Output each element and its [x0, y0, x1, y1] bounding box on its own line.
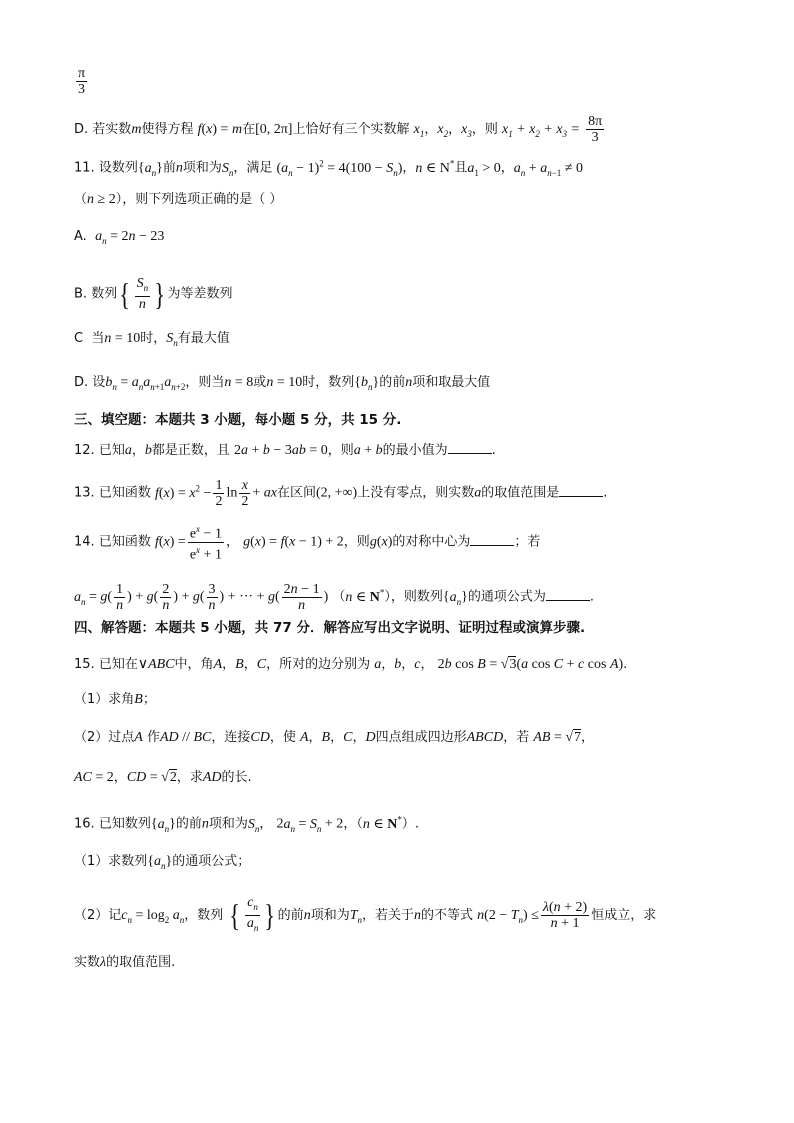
q16-stem [74, 809, 419, 838]
text: 的前 [277, 907, 304, 923]
text: 的前 [175, 816, 202, 832]
option-label: D. [74, 122, 89, 137]
q14-line1 [74, 522, 540, 562]
math: n = 10 [104, 331, 141, 346]
math: 2b cos B = √3(a cos C + c cos A) [437, 657, 624, 672]
answer-blank[interactable] [470, 533, 514, 546]
frac-den: n [208, 597, 216, 613]
text: ， [225, 534, 239, 550]
option-label: C [74, 331, 84, 346]
text: ，则 [471, 122, 498, 137]
math: n ∈ N* [415, 158, 455, 176]
math: n = 8 [224, 375, 254, 390]
q16-part2-line1 [74, 895, 656, 938]
text: ，求 [176, 770, 203, 785]
text: ， [420, 657, 434, 672]
question-number: 16. [74, 816, 95, 832]
text: 若实数 [92, 122, 132, 137]
frac-num: 2 [162, 581, 170, 597]
math: a + b [353, 443, 383, 458]
option-label: A. [74, 229, 87, 244]
text: 的取值范围是 [481, 485, 560, 501]
math: b [394, 657, 402, 672]
text: 四点组成四边形 [375, 730, 467, 745]
frac-num: λ(n + 2) [542, 899, 588, 915]
text: ），则数列 [384, 589, 443, 605]
math: a [374, 657, 382, 672]
math: (2, +∞) [315, 485, 358, 501]
answer-blank[interactable] [546, 588, 590, 601]
math: n ∈ N* [362, 814, 402, 832]
q11-option-a [74, 227, 164, 251]
option-label: D. [74, 375, 89, 390]
text: 前 [162, 160, 176, 176]
math: n [405, 375, 413, 390]
text: ，若 [503, 730, 530, 745]
frac [188, 522, 224, 562]
question-number: 13. [74, 485, 95, 501]
math: CD [250, 730, 270, 745]
text: 为等差数列 [167, 286, 233, 302]
text: （1）求数列 [74, 854, 148, 869]
math: ) + ··· + g( [219, 589, 280, 605]
frac [245, 895, 261, 936]
text: 的取值范围. [106, 955, 176, 970]
text: ，使 [269, 730, 296, 745]
section-heading-solutions: 四、解答题：本题共 5 小题，共 77 分．解答应写出文字说明、证明过程或演算步骤. [74, 620, 586, 636]
text: ， [581, 730, 595, 745]
math: { [229, 897, 241, 934]
text: 且 [454, 160, 468, 176]
text: 已知在 [98, 657, 138, 672]
math: n ∈ N* [345, 587, 385, 605]
math: $\{a_n\}$ [150, 816, 176, 834]
frac-den: $a_n$ [246, 915, 259, 933]
text: ，数列 [184, 907, 224, 923]
text: ，（ [343, 816, 363, 832]
math: n [303, 907, 311, 923]
text: ， [113, 770, 127, 785]
frac-num: 3 [208, 581, 216, 597]
math: $S_n$ [247, 816, 260, 834]
math: $T_n$ [349, 907, 362, 925]
frac-den: 2 [215, 493, 223, 509]
math: n = 10 [266, 375, 303, 390]
math: a [124, 443, 132, 458]
frac-den: n [116, 597, 124, 613]
text: . [623, 657, 628, 672]
math: g(x) [369, 534, 393, 550]
q11-option-d [74, 373, 490, 397]
text: 项和取最大值 [412, 375, 491, 390]
frac [207, 582, 218, 613]
text: 设数列 [98, 160, 138, 176]
math: (x) = m [201, 122, 243, 137]
math: $x_3$ [461, 122, 472, 139]
q16-part1 [74, 852, 250, 876]
frac [213, 478, 224, 509]
text: 使得方程 [141, 122, 194, 137]
math: ) + g( [127, 589, 159, 605]
q11-option-b [74, 276, 232, 312]
math: A [134, 730, 143, 745]
text: 项和为 [310, 907, 350, 923]
frac-den: n [162, 597, 170, 613]
q10-tail-den: 3 [78, 82, 86, 97]
frac [114, 582, 125, 613]
text: 都是正数，且 [151, 443, 230, 458]
math: $a_1 > 0$ [467, 160, 501, 178]
math: n [175, 160, 183, 176]
math: m [131, 122, 142, 137]
math: $\{a_n\}$ [442, 589, 468, 607]
text: （ [332, 589, 346, 605]
math: ABCD [466, 730, 504, 745]
math: C [343, 730, 353, 745]
math: AD [202, 770, 222, 785]
text: 上没有零点，则实数 [357, 485, 475, 501]
question-number: 15. [74, 657, 95, 672]
text: 已知函数 [98, 534, 151, 550]
text: 设 [92, 375, 106, 390]
text: ），则下列选项正确的是（ ） [115, 192, 283, 207]
math: C [256, 657, 267, 672]
text: ，则 [343, 534, 370, 550]
math: $f(x) = x^2$ − [154, 483, 212, 501]
frac-den: $e^x + 1$ [189, 544, 222, 563]
text: （ [74, 192, 88, 207]
q10-fraction-tail [74, 66, 89, 97]
text: （1）求角 [74, 692, 135, 707]
math: CD = √2 [126, 770, 177, 785]
q10-tail-fraction [76, 66, 87, 97]
option-label: B. [74, 286, 88, 302]
math: ln [226, 485, 238, 501]
text: ，所对的边分别为 [266, 657, 371, 672]
math: $a_n = g$( [74, 589, 113, 607]
math: + ax [252, 485, 277, 501]
text: ，则当 [185, 375, 225, 390]
question-number: 12. [74, 443, 95, 458]
math: } [264, 897, 276, 934]
text: 上恰好有三个实数解 [292, 122, 410, 137]
text: 已知函数 [98, 485, 151, 501]
text: ； [142, 692, 156, 707]
math: B [235, 657, 244, 672]
frac-num: $S_n$ [135, 276, 151, 297]
text: 的通项公式； [172, 854, 251, 869]
q10-d-fraction [586, 114, 604, 145]
text: 时，数列 [302, 375, 355, 390]
text: 的对称中心为 [392, 534, 471, 550]
math: $S_n$ [166, 331, 178, 348]
q15-stem: 15. 已知在∨ABC中，角A，B，C，所对的边分别为 a，b，c， 2b cos B = √3(a cos C + c cos A). [74, 657, 628, 672]
text: 在区间 [276, 485, 316, 501]
text: ， [259, 816, 273, 832]
text: 的前 [379, 375, 406, 390]
frac-den: 3 [591, 130, 599, 145]
text: 项和为 [208, 816, 248, 832]
text: 的不等式 [421, 907, 474, 923]
frac-den: n [298, 597, 306, 613]
math: { [119, 275, 131, 312]
math: AC = 2 [74, 770, 114, 785]
frac-num: x [239, 478, 250, 494]
math: ) [323, 589, 329, 605]
text: 当 [91, 331, 105, 346]
frac-num: 1 [215, 477, 223, 493]
math: A [213, 657, 223, 672]
text: 已知 [98, 443, 125, 458]
q16-part2-line2 [74, 953, 175, 973]
math: $\{b_n\}$ [354, 375, 380, 392]
text: 中，角 [174, 657, 214, 672]
question-number: 14. [74, 534, 95, 550]
q15-part1 [74, 690, 156, 710]
math: } [154, 275, 166, 312]
b-fraction [135, 276, 151, 312]
section-heading-fill-in: 三、填空题：本题共 3 小题，每小题 5 分，共 15 分. [74, 412, 402, 428]
text: （2）过点 [74, 730, 135, 745]
text: 在 [242, 122, 256, 137]
q13 [74, 470, 607, 512]
text: ，连接 [211, 730, 251, 745]
math: $(a_n - 1)^2 = 4(100 - S_n)$ [276, 158, 403, 178]
q10-tail-num: π [78, 66, 86, 81]
math: $n(2 - T_n)$ ≤ [477, 907, 539, 925]
math: λ [100, 955, 107, 970]
math: f(x) = [154, 534, 186, 550]
q11-stem-line1: 11. 设数列$\{a_n\}$前n项和为$S_n$，满足 $(a_n - 1)^2 = 4(100 - S_n)$，n ∈ N*且$a_1 > 0$，$a_n + a_{n-1} \ne 0$ [74, 158, 583, 178]
frac-den: n [138, 296, 146, 312]
math: $\{a_n\}$ [137, 160, 163, 178]
text: 数列 [91, 286, 118, 302]
frac [541, 900, 589, 931]
frac-num: 8π [588, 114, 603, 129]
math: $b_n = a_na_{n+1}a_{n+2}$ [105, 375, 186, 392]
text: 的通项公式为 [467, 589, 546, 605]
text: 或 [253, 375, 267, 390]
frac-num: $c_n$ [245, 895, 261, 916]
math: ) + g( [173, 589, 205, 605]
text: ，若关于 [362, 907, 415, 923]
text: 实数 [74, 955, 101, 970]
math: n [201, 816, 209, 832]
frac-den: 2 [241, 493, 249, 509]
math: n [414, 907, 422, 923]
frac-den: n + 1 [550, 915, 580, 931]
math: ∨ABC [137, 657, 175, 672]
math: AB = √7 [533, 730, 582, 745]
math: $x_1 + x_2 + x_3$ = [501, 122, 580, 139]
math: $a_n + a_{n-1} \ne 0$ [513, 160, 583, 178]
math: f [197, 122, 202, 137]
frac [282, 582, 322, 613]
math: A [299, 730, 309, 745]
text: ，满足 [233, 160, 273, 176]
q14-line2 [74, 574, 594, 619]
text: 项和为 [182, 160, 222, 176]
math: B [134, 692, 143, 707]
frac [239, 478, 250, 509]
math: AD // BC [160, 730, 212, 745]
math: $c_n = \log_2 a_n$ [121, 907, 185, 925]
text: . [589, 589, 595, 605]
q11-stem-line2 [74, 190, 282, 210]
answer-blank[interactable] [559, 484, 603, 497]
math: $a_n = 2n - 23$ [95, 229, 165, 246]
math: $2a_n = S_n + 2$ [276, 816, 344, 834]
text: ，则 [327, 443, 354, 458]
text: 已知数列 [98, 816, 151, 832]
text: 有最大值 [177, 331, 230, 346]
math: c [414, 657, 421, 672]
text: 的最小值为 [382, 443, 448, 458]
text: . [491, 443, 496, 458]
math: $S_n$ [221, 160, 234, 178]
math: n ≥ 2 [87, 192, 116, 207]
q12 [74, 441, 496, 461]
text: （2）记 [74, 907, 122, 923]
frac-num: $e^x - 1$ [189, 524, 222, 542]
text: ；若 [514, 534, 541, 550]
text: 恒成立，求 [591, 907, 657, 923]
text: 作 [146, 730, 160, 745]
math: $\{a_n\}$ [147, 854, 173, 871]
text: . [603, 485, 608, 501]
answer-blank[interactable] [448, 441, 492, 454]
question-number: 11. [74, 160, 95, 176]
frac-num: 1 [116, 581, 124, 597]
q10-option-d: D. 若实数m使得方程 f(x) = m在[0, 2π]上恰好有三个实数解 $x_1$，$x_2$，$x_3$，则 $x_1 + x_2 + x_3$ = $\frac{8\pi}{3}$ [74, 114, 603, 145]
math: 2a + b − 3ab = 0 [234, 443, 328, 458]
math: $x_2$ [437, 122, 449, 139]
text: ）. [401, 816, 419, 832]
q11-option-c [74, 329, 230, 353]
frac-num: 2n − 1 [283, 581, 320, 597]
math: D [365, 730, 376, 745]
math: g(x) = f(x − 1) + 2 [243, 534, 344, 550]
text: 时， [140, 331, 167, 346]
text: ， [222, 657, 236, 672]
text: ， [131, 443, 145, 458]
frac [160, 582, 171, 613]
q15-part2-line2 [74, 768, 252, 788]
math: $x_1$ [413, 122, 425, 139]
text: 的长. [221, 770, 252, 785]
math: b [144, 443, 152, 458]
math: B [321, 730, 331, 745]
math: [0, 2π] [255, 122, 293, 137]
math: a [474, 485, 482, 501]
q15-part2-line1: （2）过点A 作AD // BC，连接CD，使 A，B，C，D四点组成四边形ABCD，若 AB = √7， [74, 730, 595, 745]
